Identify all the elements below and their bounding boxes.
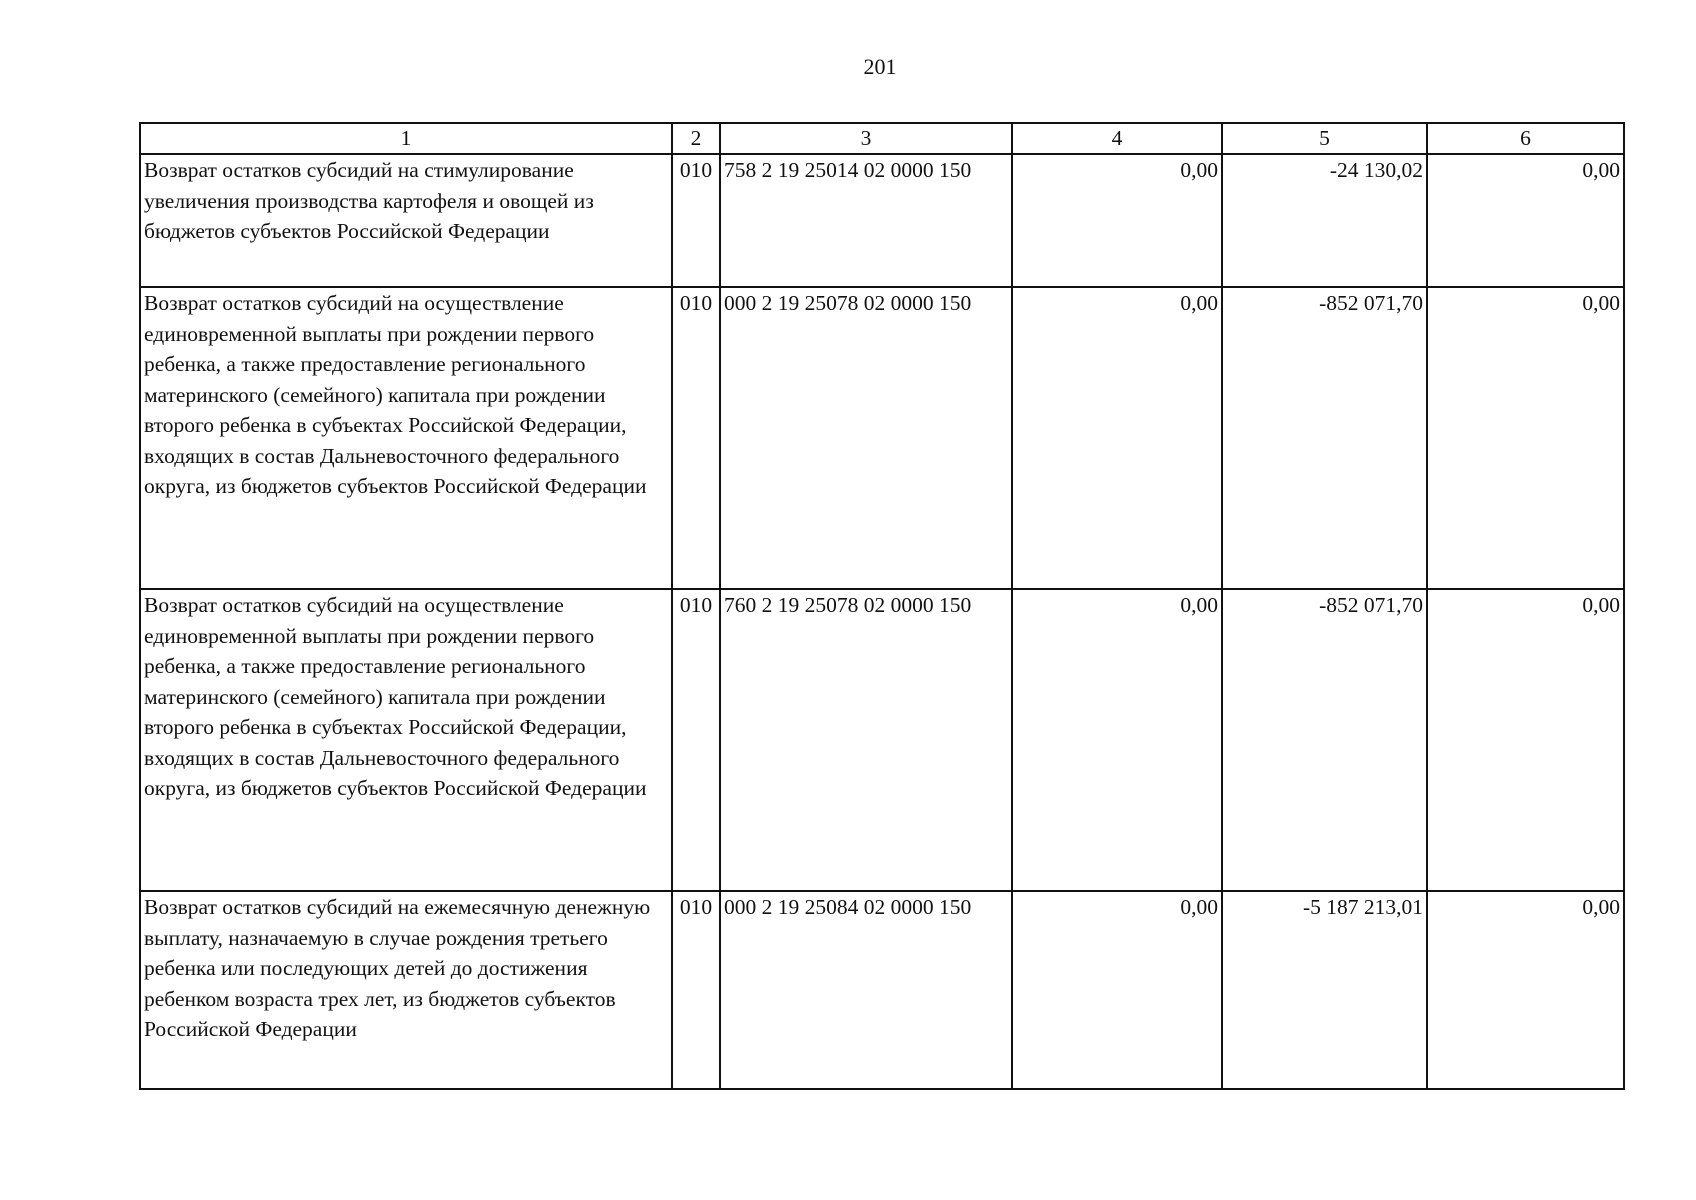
row-description: Возврат остатков субсидий на стимулирование увеличения производства картофеля и овощей из бюджетов субъектов Российской Федерации [140,154,672,287]
page-number: 201 [863,54,897,79]
table-header-row [140,123,1624,154]
row-column-4: 0,00 [1012,154,1222,287]
row-description: Возврат остатков субсидий на ежемесячную денежную выплату, назначаемую в случае рождения третьего ребенка или последующих детей до достижения ребенком возраста трех лет, из бюджетов субъектов Российской Федерации [140,891,672,1089]
column-header-3: 3 [720,123,1012,154]
row-budget-code: 758 2 19 25014 02 0000 150 [720,154,1012,287]
row-column-6: 0,00 [1427,589,1624,891]
row-column-2: 010 [672,154,720,287]
row-column-5: -5 187 213,01 [1222,891,1427,1089]
row-budget-code: 000 2 19 25084 02 0000 150 [720,891,1012,1089]
budget-table [139,122,1625,1090]
row-column-5: -852 071,70 [1222,589,1427,891]
row-column-4: 0,00 [1012,287,1222,589]
row-column-2: 010 [672,589,720,891]
table-row [140,589,1624,891]
row-column-5: -852 071,70 [1222,287,1427,589]
column-header-4: 4 [1012,123,1222,154]
table-row [140,891,1624,1089]
row-column-6: 0,00 [1427,154,1624,287]
table-row [140,154,1624,287]
column-header-1: 1 [140,123,672,154]
row-budget-code: 760 2 19 25078 02 0000 150 [720,589,1012,891]
row-description: Возврат остатков субсидий на осуществление единовременной выплаты при рождении первого ребенка, а также предоставление регионального материнского (семейного) капитала при рождении второго ребенка в субъектах Российской Федерации, входящих в состав Дальневосточного федерального округа, из бюджетов субъектов Российской Федерации [140,287,672,589]
row-column-2: 010 [672,287,720,589]
row-column-6: 0,00 [1427,287,1624,589]
row-column-6: 0,00 [1427,891,1624,1089]
row-column-4: 0,00 [1012,589,1222,891]
row-column-5: -24 130,02 [1222,154,1427,287]
column-header-5: 5 [1222,123,1427,154]
row-budget-code: 000 2 19 25078 02 0000 150 [720,287,1012,589]
column-header-6: 6 [1427,123,1624,154]
table-row [140,287,1624,589]
row-description: Возврат остатков субсидий на осуществление единовременной выплаты при рождении первого ребенка, а также предоставление регионального материнского (семейного) капитала при рождении второго ребенка в субъектах Российской Федерации, входящих в состав Дальневосточного федерального округа, из бюджетов субъектов Российской Федерации [140,589,672,891]
row-column-2: 010 [672,891,720,1089]
row-column-4: 0,00 [1012,891,1222,1089]
column-header-2: 2 [672,123,720,154]
